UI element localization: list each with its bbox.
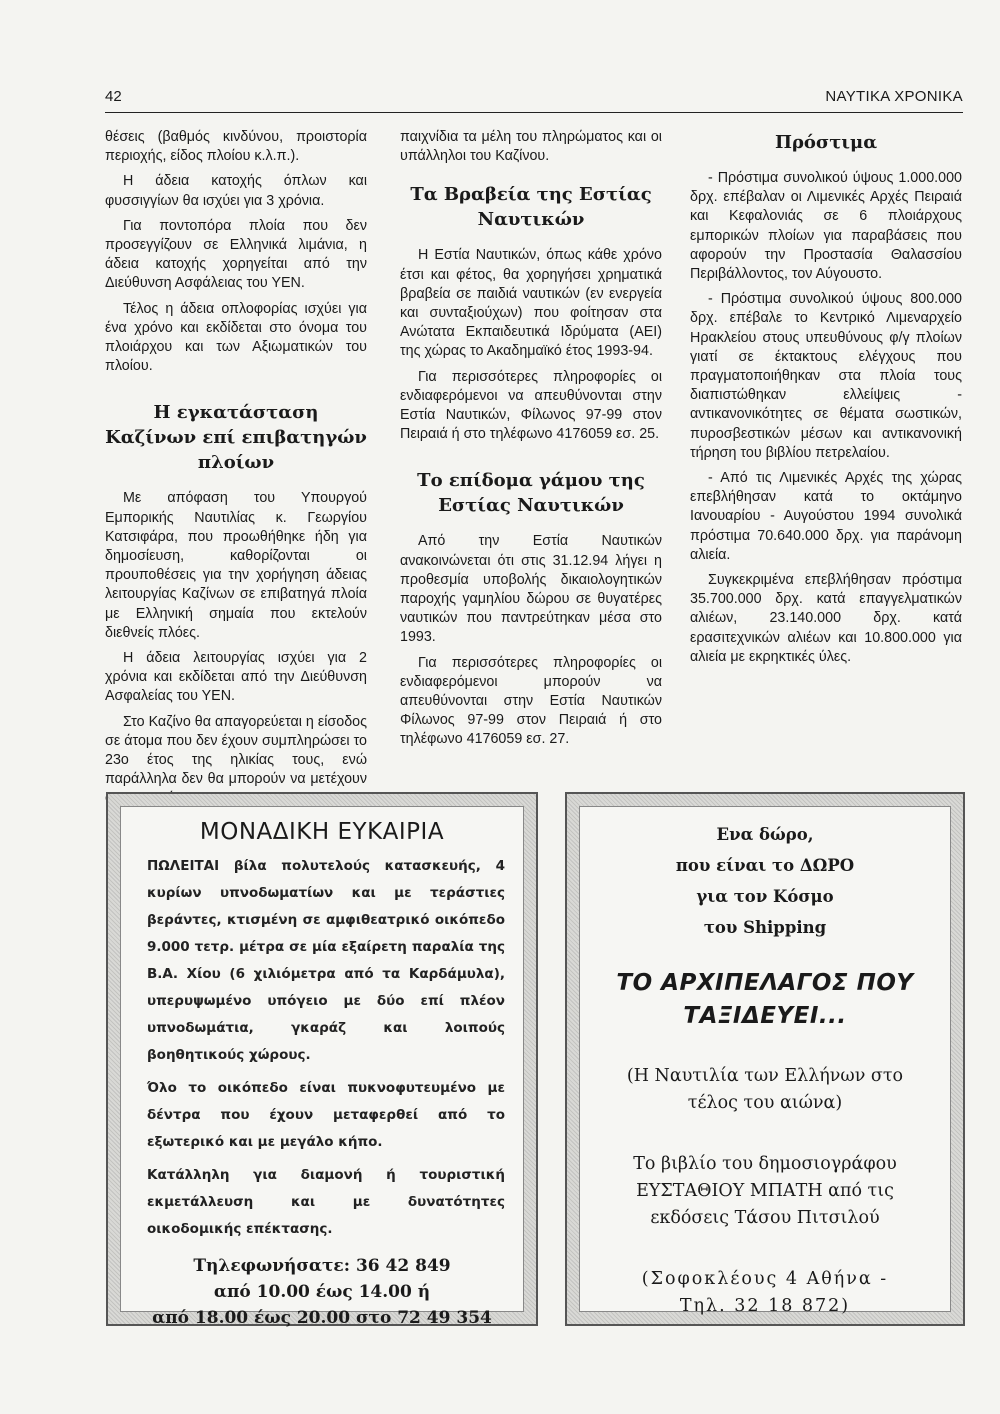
paragraph: - Πρόστιμα συνολικού ύψους 1.000.000 δρχ. επέβαλαν οι Λιμενικές Αρχές Πειραιά και Κεφαλονιάς σε 6 πλοιάρχους εμπορικών πλοίων για παραβάσεις που αφορούν την Προστασία Θαλασσίου Περιβάλλοντος, τον Αύγουστο.	[690, 170, 962, 283]
ad-book-tagline-line: του Shipping	[703, 918, 827, 937]
column-2	[400, 128, 662, 756]
paragraph: Στο Καζίνο θα απαγορεύεται η είσοδος σε άτομα που δεν έχουν συμπληρώσει το 23ο έτος της ηλικίας τους, ενώ παράλληλα δεν θα μπορούν να μετέχουν	[105, 713, 367, 788]
ad-villa-contact	[121, 1253, 523, 1331]
paragraph: Από την Εστία Ναυτικών ανακοινώνεται ότι στις 31.12.94 λήγει η προθεσμία υποβολής δικαιολογητικών παροχής γαμηλίου δώρου σε θυγατέρες ναυτικών που παντρεύτηκαν μέσα στο 1993.	[400, 533, 662, 646]
paragraph: Τέλος η άδεια οπλοφορίας ισχύει για ένα χρόνο και εκδίδεται στο όνομα του πλοιάρχου και των Αξιωματικών του πλοίου.	[105, 300, 367, 375]
ad-villa-hours-1: από 10.00 έως 14.00 ή	[213, 1282, 431, 1302]
ad-book-tagline	[580, 819, 950, 943]
article-heading-casinos: Η εγκατάσταση Καζίνων επί επιβατηγών πλοίων	[105, 402, 367, 474]
ad-book-inner	[579, 806, 951, 1316]
paragraph: θέσεις (βαθμός κινδύνου, προιστορία περιοχής, είδος πλοίου κ.λ.π.).	[105, 129, 367, 165]
paragraph: Η Εστία Ναυτικών, όπως κάθε χρόνο έτσι και φέτος, θα χορηγήσει χρηματικά βραβεία σε παιδιά ναυτικών (εν ενεργεία και συνταξιούχων) που φοίτησαν στα Ανώτατα Εκπαιδευτικά Ιδρύματα (ΑΕΙ) της χώρας το Ακαδημαϊκό έτος 1993-94.	[400, 247, 662, 360]
paragraph: - Από τις Λιμενικές Αρχές της χώρας επεβλήθησαν κατά το οκτάμηνο Ιανουαρίου - Αυγούστου 1994 συνολικά πρόστιμα 70.640.000 δρχ. για παράνομη αλιεία.	[690, 470, 962, 563]
ad-villa-garden: Όλο το οικόπεδο είναι πυκνοφυτευμένο με δέντρα που έχουν μεταφερθεί από το εξωτερικό και με μεγάλο κήπο.	[147, 1080, 505, 1150]
ad-villa-phone-1: Τηλεφωνήσατε: 36 42 849	[193, 1256, 451, 1276]
ad-book-title-line: ΤΑΞΙΔΕΥΕΙ...	[683, 1003, 847, 1029]
ad-villa-inner	[120, 806, 524, 1328]
ad-villa-description: ΠΩΛΕΙΤΑΙ βίλα πολυτελούς κατασκευής, 4 κυρίων υπνοδωματίων και με τεράστιες βεράντες, κτισμένη σε αμφιθεατρικό οικόπεδο 9.000 τετρ. μέτρα σε μία εξαίρετη παραλία της Β.Α. Χίου (6 χιλιόμετρα από τα Καρδάμυλα), υπερυψωμένο υπόγειο με δύο επί πλέον υπνοδωμάτια, γκαράζ και λοιπούς βοηθητικούς χώρους.	[147, 858, 505, 1063]
ad-book-title	[580, 967, 950, 1033]
ad-book-tagline-line: Ενα δώρο,	[716, 825, 814, 844]
ad-book-tagline-line: για τον Κόσμο	[696, 887, 834, 906]
paragraph: Με απόφαση του Υπουργού Εμπορικής Ναυτιλίας κ. Γεωργίου Κατσιφάρα, που προωθήθηκε ήδη για δημοσίευση, καθορίζονται οι προυποθέσεις για την χορήγηση άδειας λειτουργίας Καζίνων σε επιβατηγά πλοία με Ελληνική σημαία που εκτελούν διεθνείς πλόες.	[105, 490, 367, 641]
ad-villa-for-sale	[106, 792, 538, 1326]
paragraph: Για περισσότερες πληροφορίες οι ενδιαφερόμενοι να απευθύνονται στην Εστία Ναυτικών, Φίλωνος 97-99 στον Πειραιά ή στο τηλέφωνο 4176059 εσ. 25.	[400, 368, 662, 443]
ad-book-address-line: (Σοφοκλέους 4 Αθήνα -	[641, 1269, 889, 1289]
ad-book-phone-line: Τηλ. 32 18 872)	[679, 1296, 851, 1316]
page-header	[105, 86, 963, 113]
paragraph: Η άδεια κατοχής όπλων και φυσσιγγίων θα ισχύει για 3 χρόνια.	[105, 173, 367, 209]
magazine-title: ΝΑΥΤΙΚΑ ΧΡΟΝΙΚΑ	[825, 88, 963, 105]
paragraph: Η άδεια λειτουργίας ισχύει για 2 χρόνια και εκδίδεται από την Διεύθυνση Ασφαλείας του ΥΕΝ.	[105, 650, 367, 705]
paragraph: παιχνίδια τα μέλη του πληρώματος και οι υπάλληλοι του Καζίνου.	[400, 129, 662, 165]
paragraph: - Πρόστιμα συνολικού ύψους 800.000 δρχ. επέβαλε το Κεντρικό Λιμεναρχείο Ηρακλείου στους υπευθύνους φ/γ πλοίων γιατί σε έκτακτους ελέγχους που πραγματοποιήθηκαν στα πλοία τους διαπιστώθηκαν ελλείψεις - αντικανονικότητες σε θέματα σωστικών, πυροσβεστικών μέσων και αντικανονική τήρηση του βιβλίου πετρελαίου.	[690, 291, 962, 461]
paragraph: Για περισσότερες πληροφορίες οι ενδιαφερόμενοι μπορούν να απευθύνονται στην Εστία Ναυτικών Φίλωνος 97-99 στον Πειραιά ή στο τηλέφωνο 4176059 εσ. 27.	[400, 654, 662, 748]
paragraph: Για ποντοπόρα πλοία που δεν προσεγγίζουν σε Ελληνικά λιμάνια, η άδεια κατοχής χορηγείται από την Διεύθυνση Ασφάλειας του ΥΕΝ.	[105, 217, 367, 292]
article-heading-marriage-allowance: Το επίδομα γάμου της Εστίας Ναυτικών	[417, 470, 645, 517]
ad-book-subtitle: (Η Ναυτιλία των Ελλήνων στο τέλος του αιώνα)	[626, 1066, 904, 1113]
ad-villa-suitability: Κατάλληλη για διαμονή ή τουριστική εκμετάλλευση και με δυνατότητες οικοδομικής επέκτασης.	[147, 1167, 505, 1237]
paragraph: Συγκεκριμένα επεβλήθησαν πρόστιμα 35.700.000 δρχ. κατά επαγγελματικών αλιέων, 23.140.000 δρχ. κατά ερασιτεχνικών αλιέων και 10.800.000 για αλιεία με εκρηκτικές ύλες.	[690, 572, 962, 665]
ad-book-tagline-line: που είναι το ΔΩΡΟ	[675, 856, 855, 875]
ad-book-author: Το βιβλίο του δημοσιογράφου ΕΥΣΤΑΘΙΟΥ ΜΠΑΤΗ από τις εκδόσεις Τάσου Πιτσιλού	[633, 1154, 897, 1228]
column-1	[105, 128, 367, 815]
ad-villa-title: ΜΟΝΑΔΙΚΗ ΕΥΚΑΙΡΙΑ	[199, 819, 445, 845]
ad-villa-hours-2: από 18.00 έως 20.00 στο 72 49 354	[152, 1308, 492, 1328]
ad-book	[565, 792, 965, 1326]
article-heading-awards: Τα Βραβεία της Εστίας Ναυτικών	[410, 184, 652, 231]
column-3	[690, 128, 962, 673]
page-number: 42	[105, 88, 122, 105]
ad-book-title-line: ΤΟ ΑΡΧΙΠΕΛΑΓΟΣ ΠΟΥ	[616, 970, 914, 996]
ad-book-address	[580, 1266, 950, 1320]
article-heading-fines: Πρόστιμα	[774, 132, 878, 153]
